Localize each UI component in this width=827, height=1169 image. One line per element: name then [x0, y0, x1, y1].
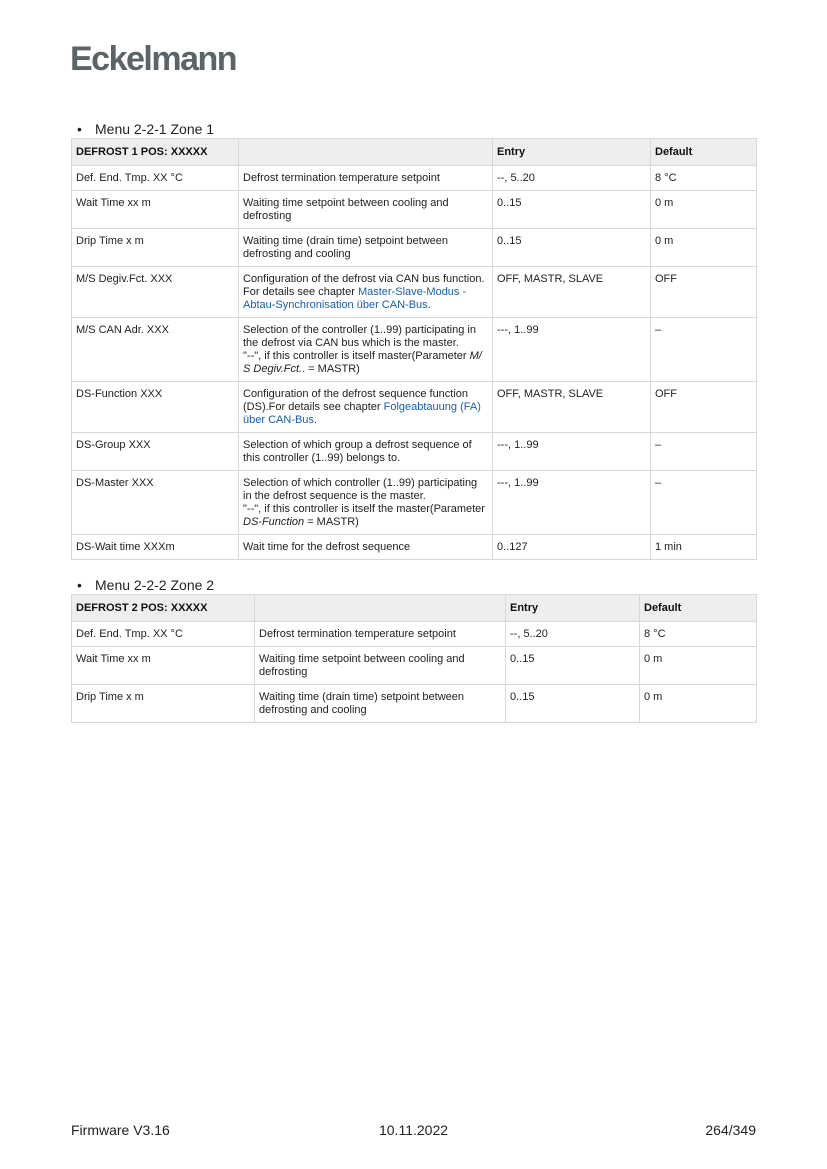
- entry-cell: 0..127: [493, 535, 651, 560]
- desc-italic-param: DS-Function: [243, 516, 305, 528]
- desc-cell: [239, 318, 493, 382]
- param-cell: Wait Time xx m: [72, 647, 255, 685]
- entry-cell: 0..15: [493, 229, 651, 267]
- entry-cell: ---, 1..99: [493, 471, 651, 535]
- desc-cell: [239, 267, 493, 318]
- page-number: 264/349: [705, 1122, 756, 1138]
- firmware-version: Firmware V3.16: [71, 1122, 170, 1138]
- header-entry: Entry: [506, 595, 640, 622]
- desc-cell: [239, 382, 493, 433]
- default-cell: 1 min: [651, 535, 757, 560]
- table-header-row: [72, 595, 757, 622]
- entry-cell: 0..15: [506, 647, 640, 685]
- table-row: [72, 382, 757, 433]
- param-cell: M/S CAN Adr. XXX: [72, 318, 239, 382]
- table-row: [72, 267, 757, 318]
- desc-cell: Waiting time setpoint between cooling and defrosting: [239, 191, 493, 229]
- entry-cell: ---, 1..99: [493, 318, 651, 382]
- default-cell: 0 m: [651, 229, 757, 267]
- desc-cell: [239, 471, 493, 535]
- desc-text-line2: "--", if this controller is itself the master(Parameter: [243, 503, 485, 515]
- table-row: [72, 229, 757, 267]
- zone1-section: [71, 120, 756, 560]
- desc-cell: Waiting time (drain time) setpoint between defrosting and cooling: [239, 229, 493, 267]
- table-row: [72, 471, 757, 535]
- bullet-icon: •: [77, 121, 82, 137]
- param-cell: DS-Group XXX: [72, 433, 239, 471]
- desc-text-end: .: [427, 299, 431, 311]
- zone1-heading: [71, 120, 756, 138]
- eckelmann-logo: Eckelmann: [70, 40, 237, 78]
- param-cell: M/S Degiv.Fct. XXX: [72, 267, 239, 318]
- page-footer: [71, 1122, 756, 1140]
- entry-cell: OFF, MASTR, SLAVE: [493, 267, 651, 318]
- chapter-link[interactable]: Master-Slave-Modus - Abtau-Synchronisation über CAN-Bus: [243, 286, 467, 311]
- zone1-heading-text: Menu 2-2-1 Zone 1: [95, 121, 215, 137]
- header-param: DEFROST 1 POS: XXXXX: [72, 139, 239, 166]
- zone2-heading: [71, 576, 756, 594]
- param-cell: Wait Time xx m: [72, 191, 239, 229]
- desc-text-end: . = MASTR): [302, 363, 360, 375]
- desc-text: Configuration of the defrost via CAN bus function. For details see chapter: [243, 273, 485, 298]
- zone2-heading-text: Menu 2-2-2 Zone 2: [95, 577, 215, 593]
- param-cell: Drip Time x m: [72, 229, 239, 267]
- table-header-row: [72, 139, 757, 166]
- default-cell: OFF: [651, 382, 757, 433]
- desc-text: Configuration of the defrost sequence function (DS).For details see chapter: [243, 388, 469, 413]
- entry-cell: --, 5..20: [506, 622, 640, 647]
- desc-cell: Waiting time setpoint between cooling and defrosting: [255, 647, 506, 685]
- entry-cell: --, 5..20: [493, 166, 651, 191]
- entry-cell: OFF, MASTR, SLAVE: [493, 382, 651, 433]
- default-cell: 0 m: [651, 191, 757, 229]
- default-cell: 8 °C: [651, 166, 757, 191]
- header-entry: Entry: [493, 139, 651, 166]
- param-cell: Def. End. Tmp. XX °C: [72, 166, 239, 191]
- table-row: [72, 685, 757, 723]
- default-cell: 8 °C: [640, 622, 757, 647]
- desc-cell: Selection of which group a defrost sequence of this controller (1..99) belongs to.: [239, 433, 493, 471]
- document-date: 10.11.2022: [378, 1122, 449, 1138]
- header-desc: [239, 139, 493, 166]
- desc-cell: Defrost termination temperature setpoint: [239, 166, 493, 191]
- table-row: [72, 433, 757, 471]
- entry-cell: ---, 1..99: [493, 433, 651, 471]
- table-row: [72, 318, 757, 382]
- param-cell: DS-Wait time XXXm: [72, 535, 239, 560]
- header-param: DEFROST 2 POS: XXXXX: [72, 595, 255, 622]
- bullet-icon: •: [77, 577, 82, 593]
- entry-cell: 0..15: [493, 191, 651, 229]
- desc-cell: Wait time for the defrost sequence: [239, 535, 493, 560]
- default-cell: 0 m: [640, 685, 757, 723]
- entry-cell: 0..15: [506, 685, 640, 723]
- header-desc: [255, 595, 506, 622]
- zone2-section: [71, 576, 756, 723]
- param-cell: DS-Master XXX: [72, 471, 239, 535]
- param-cell: Drip Time x m: [72, 685, 255, 723]
- desc-text-end: = MASTR): [304, 516, 359, 528]
- desc-italic-param: M/ S Degiv.Fct.: [243, 350, 482, 375]
- desc-cell: Waiting time (drain time) setpoint between defrosting and cooling: [255, 685, 506, 723]
- default-cell: OFF: [651, 267, 757, 318]
- default-cell: 0 m: [640, 647, 757, 685]
- table-row: [72, 535, 757, 560]
- desc-cell: Defrost termination temperature setpoint: [255, 622, 506, 647]
- desc-text: Selection of which controller (1..99) participating in the defrost sequence is the master.: [243, 477, 478, 502]
- table-row: [72, 622, 757, 647]
- zone1-table: [71, 138, 757, 560]
- default-cell: –: [651, 433, 757, 471]
- param-cell: Def. End. Tmp. XX °C: [72, 622, 255, 647]
- desc-text-line2: "--", if this controller is itself master(Parameter: [243, 350, 470, 362]
- table-row: [72, 191, 757, 229]
- default-cell: –: [651, 471, 757, 535]
- desc-text: Selection of the controller (1..99) participating in the defrost via CAN bus which is the master.: [243, 324, 476, 349]
- table-row: [72, 166, 757, 191]
- default-cell: –: [651, 318, 757, 382]
- zone2-table: [71, 594, 757, 723]
- param-cell: DS-Function XXX: [72, 382, 239, 433]
- table-row: [72, 647, 757, 685]
- header-default: Default: [640, 595, 757, 622]
- desc-text-end: .: [313, 414, 317, 426]
- header-default: Default: [651, 139, 757, 166]
- chapter-link[interactable]: Folgeabtauung (FA) über CAN-Bus: [243, 401, 481, 426]
